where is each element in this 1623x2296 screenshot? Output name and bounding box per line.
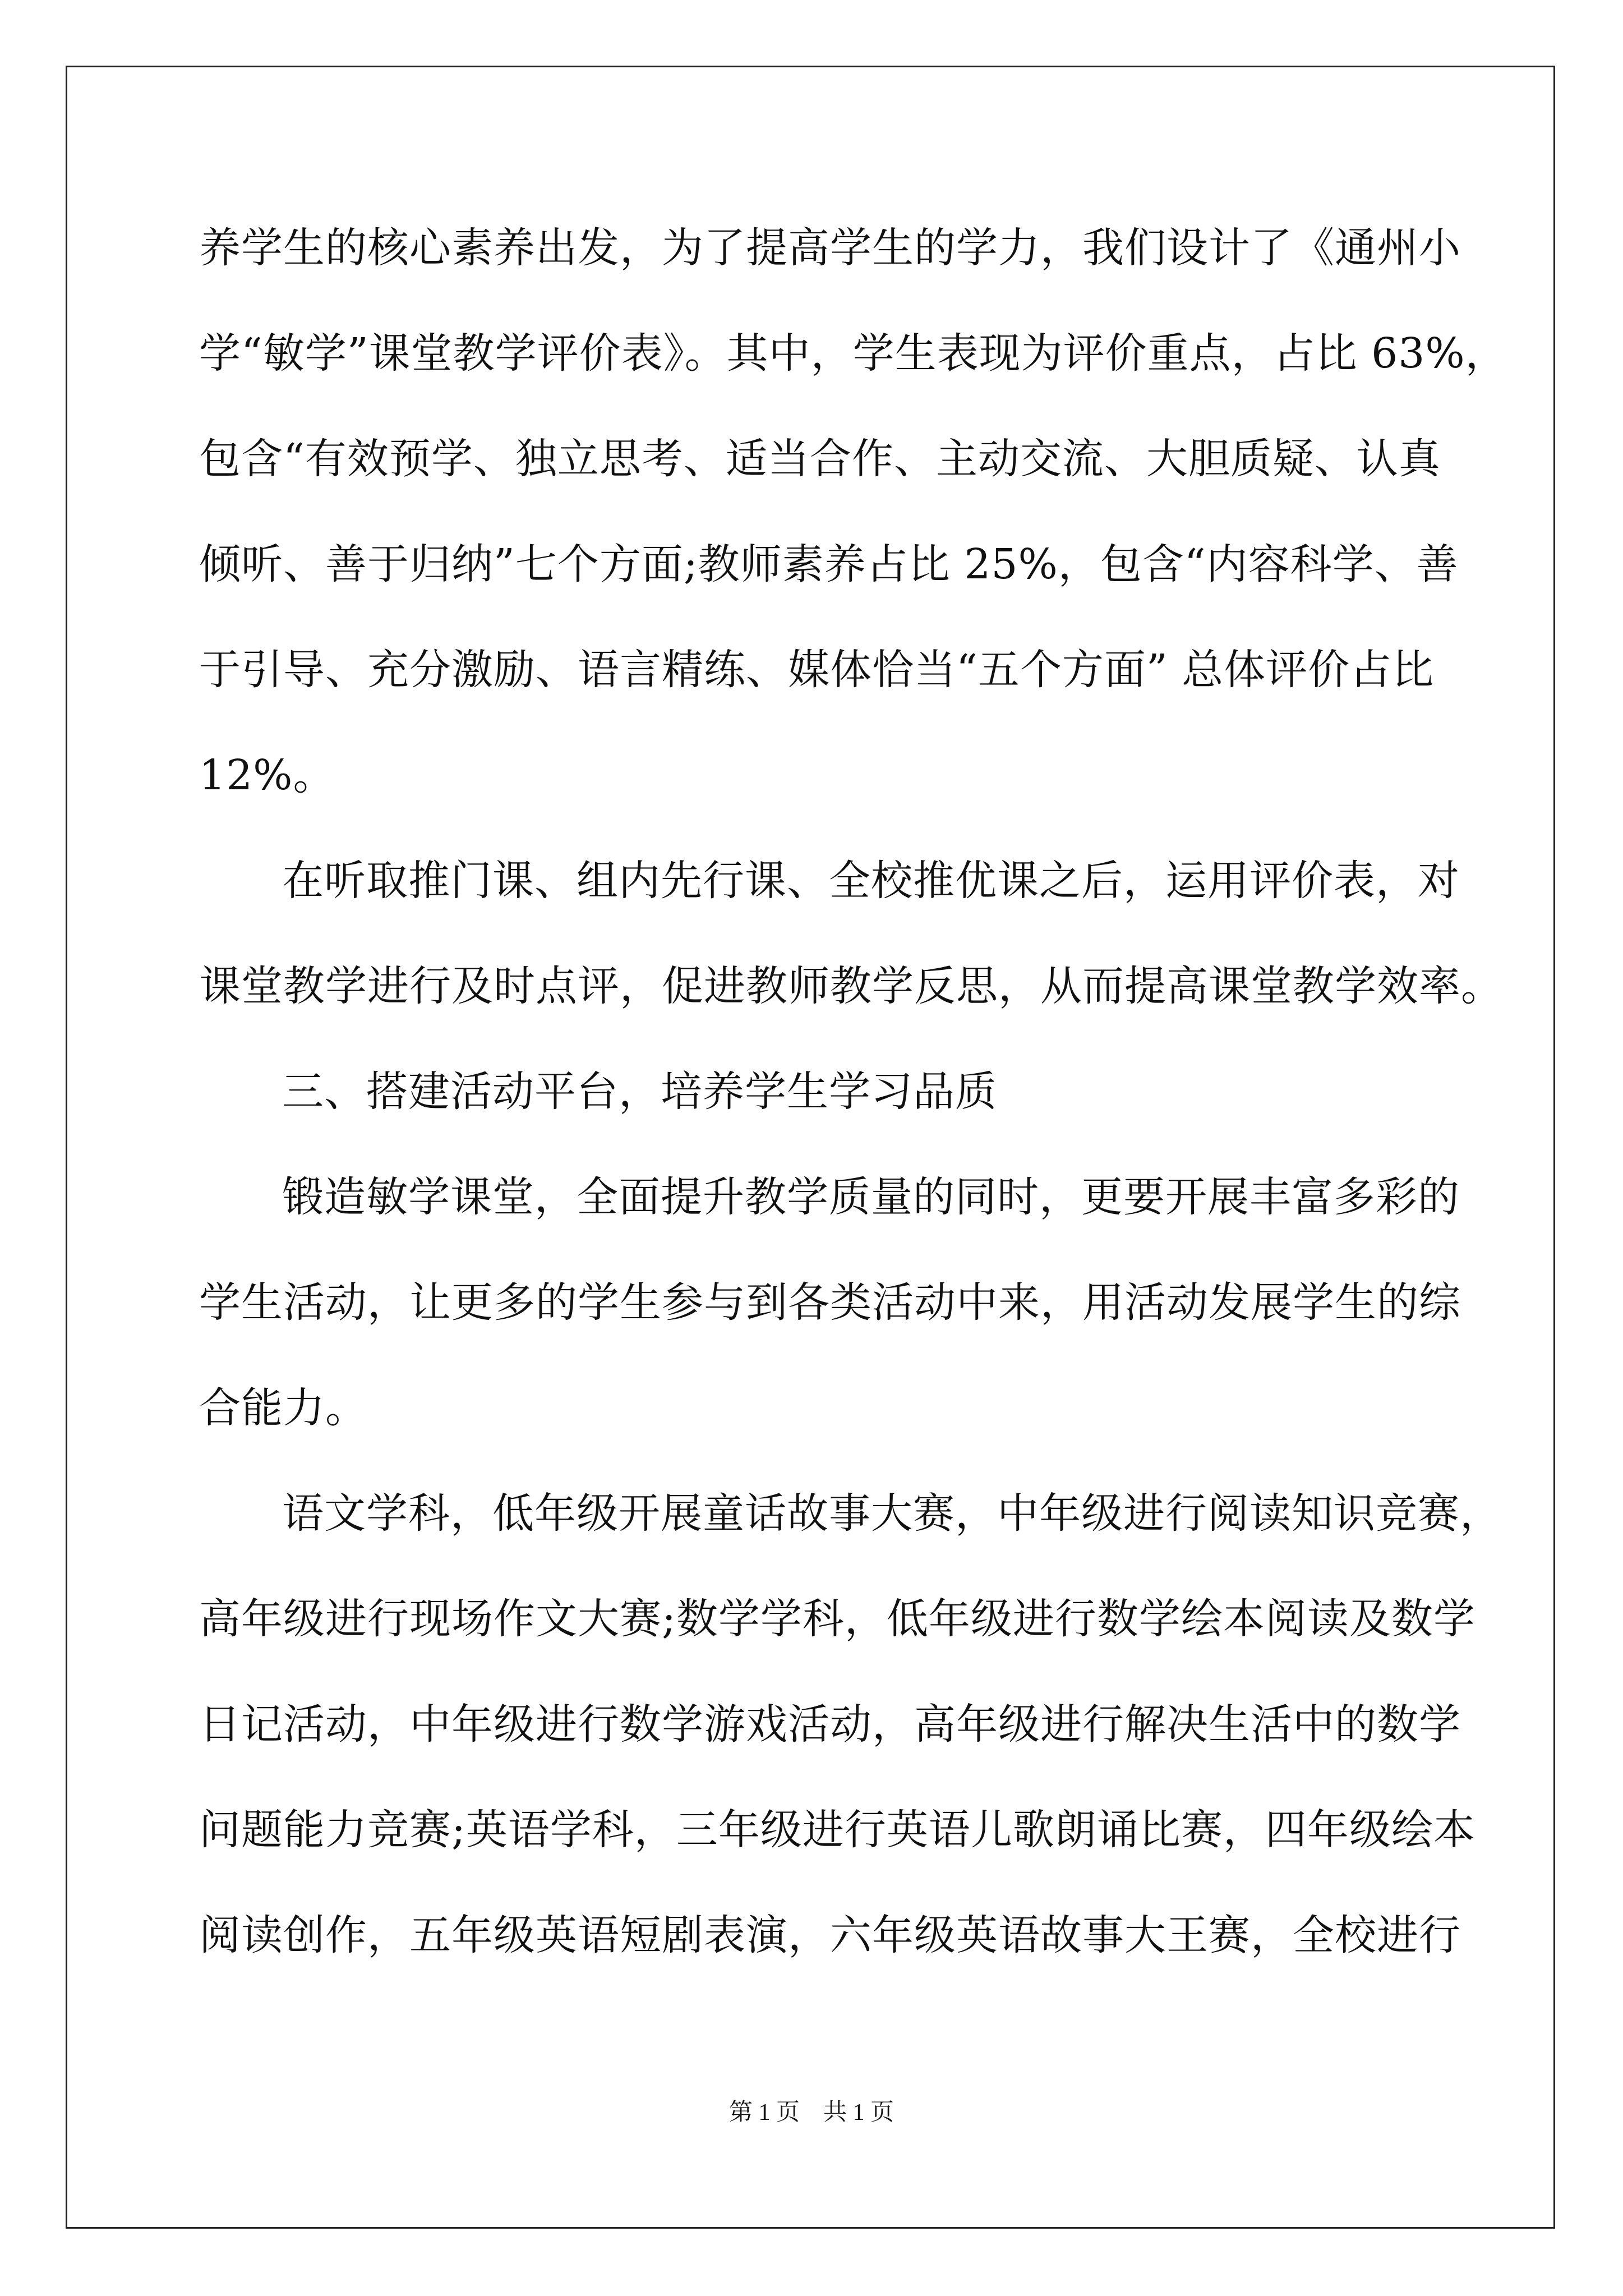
document-body bbox=[199, 213, 1507, 2006]
paragraph-first-line: 语文学科，低年级开展童话故事大赛，中年级进行阅读知识竞赛， bbox=[282, 1489, 1502, 1538]
text-line: 课堂教学进行及时点评，促进教师教学反思，从而提高课堂教学效率。 bbox=[199, 962, 1503, 1010]
text-line: 学“敏学”课堂教学评价表》。其中，学生表现为评价重点，占比 63%， bbox=[199, 329, 1507, 378]
text-line: 学生活动，让更多的学生参与到各类活动中来，用活动发展学生的综 bbox=[199, 1278, 1461, 1327]
text-line: 倾听、善于归纳”七个方面;教师素养占比 25%，包含“内容科学、善 bbox=[199, 540, 1459, 588]
text-line: 问题能力竞赛;英语学科，三年级进行英语儿歌朗诵比赛，四年级绘本 bbox=[199, 1806, 1476, 1854]
text-line: 养学生的核心素养出发，为了提高学生的学力，我们设计了《通州小 bbox=[199, 224, 1461, 272]
text-line: 日记活动，中年级进行数学游戏活动，高年级进行解决生活中的数学 bbox=[199, 1700, 1461, 1749]
text-line: 高年级进行现场作文大赛;数学学科，低年级进行数学绘本阅读及数学 bbox=[199, 1595, 1476, 1643]
text-line: 合能力。 bbox=[199, 1384, 367, 1432]
text-line: 阅读创作，五年级英语短剧表演，六年级英语故事大王赛，全校进行 bbox=[199, 1911, 1461, 1959]
page-footer: 第 1 页 共 1 页 bbox=[728, 2100, 894, 2125]
paragraph-first-line: 在听取推门课、组内先行课、全校推优课之后，运用评价表，对 bbox=[282, 857, 1460, 905]
text-line: 12%。 bbox=[199, 751, 335, 799]
text-line: 于引导、充分激励、语言精练、媒体恰当“五个方面” 总体评价占比 bbox=[199, 646, 1435, 694]
paragraph-first-line: 锻造敏学课堂，全面提升教学质量的同时，更要开展丰富多彩的 bbox=[282, 1173, 1460, 1221]
text-line: 包含“有效预学、独立思考、适当合作、主动交流、大胆质疑、认真 bbox=[199, 435, 1441, 483]
section-heading: 三、搭建活动平台，培养学生学习品质 bbox=[282, 1068, 997, 1116]
